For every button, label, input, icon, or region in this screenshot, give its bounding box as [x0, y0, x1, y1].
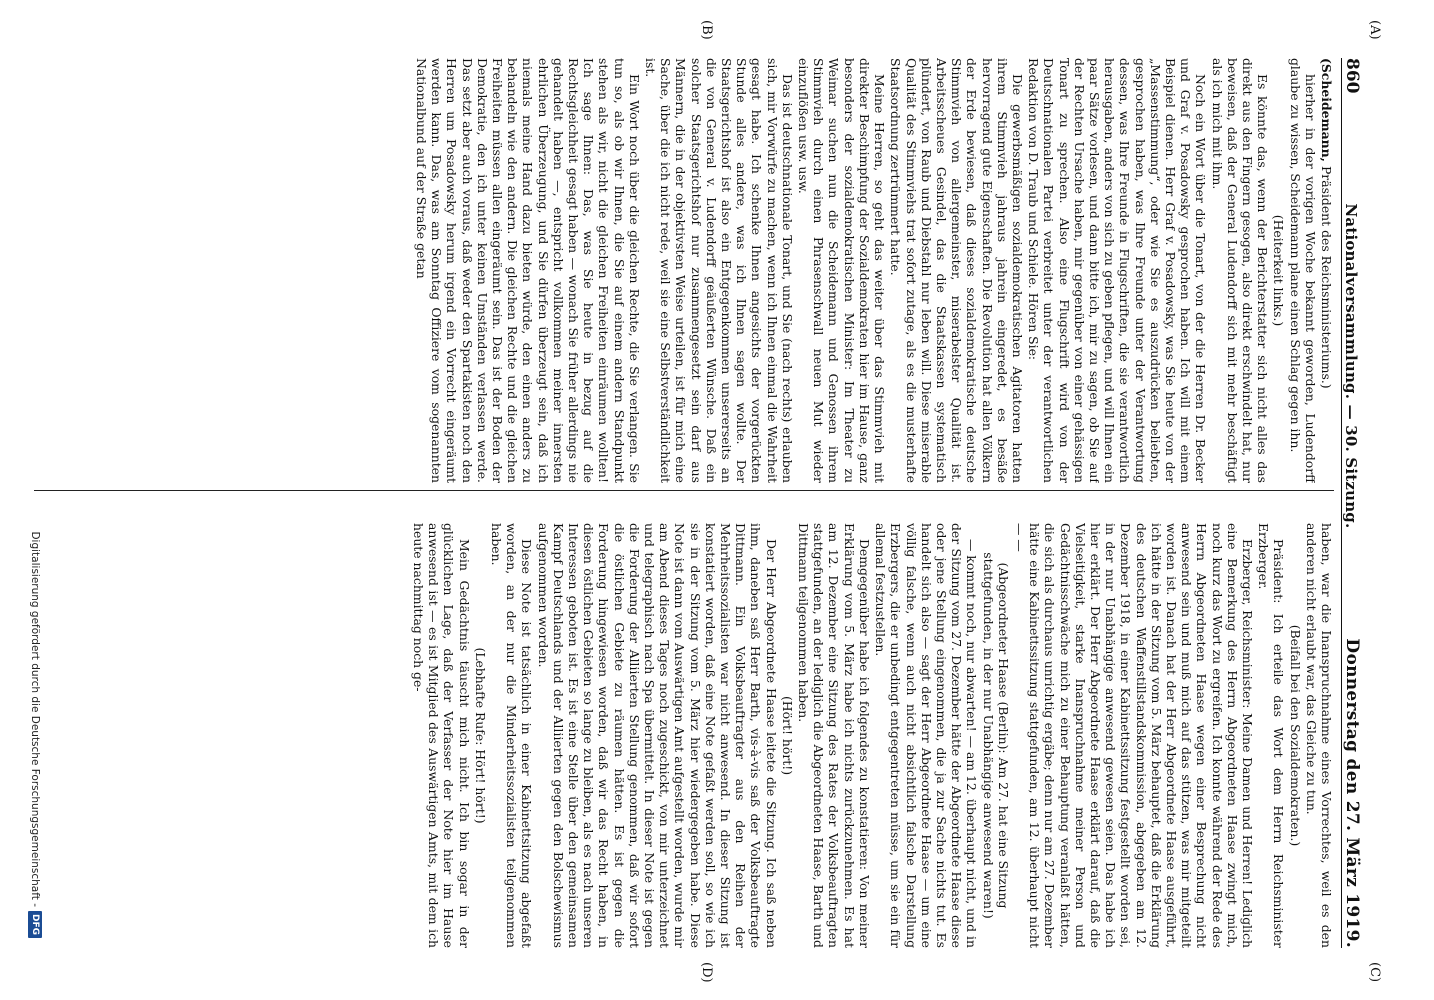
- paragraph: haben, war die Inanspruchnahme eines Vorrechtes, weil es den anderen nicht erlaubt war, das Gleiche zu tun.: [1303, 523, 1334, 948]
- paragraph: Diese Note ist tatsächlich in einer Kabinettsitzung abgefaßt worden, an der nur die Minderheitssozialisten teilgenommen haben.: [489, 523, 535, 948]
- interjection: (Beifall bei den Sozialdemokraten.): [1287, 624, 1303, 847]
- quotation: Die gewerbsmäßigen sozialdemokratischen Agitatoren hatten ihrem Stimmvieh jahraus jahrein eingeredet, es besäße hervorragend gute Eigenschaften. Die Revolution hat allen Völkern der Erde bewiesen, daß dieses sozialdemokratische deutsche Stimmvieh von allergemeinster, miserabelster Qualität ist. Arbeitsscheues Gesindel, das die Staatskassen systematisch plündert, von Raub und Diebstahl nur leben will. Diese miserable Qualität des Stimmviehs trat sofort zutage, als es die musterhafte Staatsordnung zertrümmert hatte.: [888, 58, 1025, 483]
- margin-mark-b: (B): [699, 20, 714, 40]
- paragraph: Das ist deutschnationale Tonart, und Sie (nach rechts) erlauben sich, mir Vorwürfe zu machen, wenn ich Ihnen einmal die Wahrheit gesagt habe. Ich schenke Ihnen angesichts der vorgerückten Stunde alles andere, was ich Ihnen sagen wollte. Der Staatsgerichtshof ist also ein Entgegenkommen unsererseits an die von General v. Ludendorff geäußerten Wünsche. Daß ein solcher Staatsgerichtshof nur zusammengesetzt sein darf aus Männern, die in der objektivsten Weise urteilen, ist für mich eine Sache, über die ich nicht rede, weil sie eine Selbstverständlichkeit ist.: [643, 58, 795, 483]
- speaker-role: Präsident des Reichsministeriums.): [1319, 165, 1334, 389]
- paragraph: Ein Wort noch über die gleichen Rechte, die Sie verlangen. Sie tun so, als ob wir Ihnen, die Sie auf einem andern Standpunkt stehen als wir, nicht die gleichen Freiheiten einräumen wollten! Ich sage Ihnen: Das, was Sie heute in bezug auf die Rechtsgleichheit gesagt haben — wonach Sie früher allerdings nie gehandelt haben —, entspricht vollkommen meiner innersten ehrlichen Überzeugung, und Sie dürfen überzeugt sein, daß ich niemals meine Hand dazu bieten würde, den einen anders zu behandeln wie den andern. Die gleichen Rechte und die gleichen Freiheiten müssen allen eingeräumt sein. Das ist der Boden der Demokratie, den ich unter keinen Umständen verlassen werde. Das setzt aber auch voraus, daß weder den Spartakisten noch den Herren um Posadowsky herum irgend ein Vorrecht eingeräumt werden kann. Das, was am Sonntag Offiziere vom sogenannten Nationalbund auf der Straße getan: [414, 58, 642, 483]
- paragraph: Es könnte das, wenn der Berichterstatter sich nicht alles das direkt aus den Fingern gesogen, also direkt erschwindelt hat, nur beweisen, daß der General Ludendorff sich mit mehr beschäftigt als ich mich mit ihm.: [1209, 58, 1271, 483]
- margin-mark-a: (A): [1367, 20, 1382, 40]
- margin-mark-d: (D): [699, 962, 714, 983]
- paragraph: Meine Herren, so geht das weiter über das Stimmvieh mit direkter Beschimpfung der Sozialdemokraten hier im Hause, ganz besonders der sozialdemokratischen Minister: Im Theater zu Weimar suchen nun die Scheidemann und Genossen ihrem Stimmvieh durch einen Phrasenschwall neuen Mut wieder einzuflößen usw. usw.: [796, 58, 888, 483]
- erzberger-speech: Erzberger, Reichsminister: Meine Damen und Herren! Lediglich eine Bemerkung des Herrn Abgeordneten Haase zwingt mich, noch kurz das Wort zu ergreifen. Ich konnte während der Rede des Herrn Abgeordneten Haase wegen einer Besprechung nicht anwesend sein und muß mich auf das stützen, was mir mitgeteilt worden ist. Danach hat der Herr Abgeordnete Haase ausgeführt, ich hätte in der Sitzung vom 5. März behauptet, daß die Erklärung des deutschen Waffenstillstandskommission, abgegeben am 12. Dezember 1918, in einer Kabinettssitzung festgestellt worden sei, in der nur Unabhängige anwesend gewesen seien. Das habe ich hier erklärt. Der Herr Abgeordnete Haase erklärt darauf, daß die Vielseitigkeit, starke Inanspruchnahme meiner Person und Gedächtnisschwäche mich zu einer Behauptung veranlaßt hätten, die sich als durchaus unrichtig ergäbe; denn nur am 27. Dezember hätte eine Kabinettssitzung stattgefunden, am 12. überhaupt nicht — —: [1011, 523, 1255, 948]
- interjection: (Lebhafte Rufe: Hört! hört!): [472, 647, 488, 824]
- left-column: [24, 58, 1334, 483]
- header-title: Nationalversammlung. — 30. Sitzung.: [1342, 203, 1360, 529]
- paragraph: Der Herr Abgeordnete Haase leitete die Sitzung. Ich saß neben ihm, daneben saß Herr Barth, vis-à-vis saß der Volksbeauftragte Dittmann. Ein Volksbeauftragter aus den Reihen der Mehrheitssozialisten war nicht anwesend. In dieser Sitzung ist konstatiert worden, daß eine Note gefaßt werden soll, so wie ich sie in der Sitzung vom 5. März hier wiedergegeben habe. Diese Note ist dann vom Auswärtigen Amt aufgestellt worden, wurde mir am Abend dieses Tages noch zugeschickt, von mir unterzeichnet und telegraphisch nach Spa übermittelt. In dieser Note ist gegen die Forderung der Alliierten Stellung genommen, daß wir sofort die östlichen Gebiete zu räumen hätten. Es ist gegen die Forderung hingewiesen worden, daß wir das Recht haben, in diesen östlichen Gebieten so lange zu bleiben, als es nach unseren Interessen geboten ist. Es ist eine Stelle über den gemeinsamen Kampf Deutschlands und der Alliierten gegen den Bolschewismus aufgenommen worden.: [535, 523, 779, 948]
- interjection: (Abgeordneter Haase (Berlin): Am 27. hat eine Sitzung stattgefunden, in der nur Unabhängige anwesend waren!): [980, 552, 1011, 919]
- digitization-credit: [18, 0, 52, 1000]
- speaker-line: [1319, 58, 1334, 483]
- page-header: [1341, 58, 1376, 948]
- paragraph: Noch ein Wort über die Tonart, von der die Herren Dr. Becker und Graf v. Posadowsky gesprochen haben. Ich will mit einem Beispiel dienen. Herr Graf v. Posadowsky, was Sie heute von der „Massenstimmung“, oder wie Sie es auszudrücken beliebten, gesprochen haben, was Ihre Freunde unter der Verantwortung dessen, was Ihre Freunde in Flugschriften, die sie verantwortlich herausgaben, anders von sich zu geben pflegen, und will Ihnen ein paar Sätze vorlesen, und dann bitte ich, mir zu sagen, ob Sie auf der Rechten Ursache haben, mir gegenüber von einer gehässigen Tonart zu sprechen. Also eine Flugschrift wird von der Deutschnationalen Partei verbreitet unter der verantwortlichen Redaktion von D. Traub und Schiele. Hören Sie:: [1026, 58, 1209, 483]
- speaker-name: (Scheidemann,: [1319, 58, 1334, 162]
- interjection: (Heiterkeit links.): [1271, 214, 1287, 327]
- dfg-logo: DFG: [28, 911, 42, 938]
- page-number: 860: [1342, 58, 1362, 94]
- margin-mark-c: (C): [1367, 962, 1382, 983]
- column-divider: [34, 490, 1334, 491]
- paragraph: hierher in der vorigen Woche bekannt geworden, Ludendorff glaube zu wissen, Scheidemann plane einen Schlag gegen ihn.: [1287, 58, 1318, 483]
- right-column: [24, 523, 1334, 948]
- paragraph: Demgegenüber habe ich folgendes zu konstatieren: Von meiner Erklärung vom 5. März habe ich nichts zurückzunehmen. Es hat am 12. Dezember eine Sitzung des Rates der Volksbeauftragten stattgefunden, an der lediglich die Abgeordneten Haase, Barth und Dittmann teilgenommen haben.: [796, 523, 872, 948]
- paragraph: Mein Gedächtnis täuscht mich nicht. Ich bin sogar in der glücklichen Lage, daß der Verfasser der Note hier im Hause anwesend ist — es ist Mitglied des Auswärtigen Amts, mit dem ich heute nachmittag noch ge-: [411, 523, 472, 948]
- header-date: Donnerstag den 27. März 1919.: [1342, 638, 1362, 948]
- president-statement: Präsident: Ich erteile das Wort dem Herrn Reichsminister Erzberger.: [1256, 523, 1287, 948]
- digitization-text: Digitalisierung gefördert durch die Deutsche Forschungsgemeinschaft -: [29, 531, 41, 907]
- interjection: (Hört! hört!): [779, 695, 795, 776]
- paragraph: — kommt noch, nur abwarten! — am 12. überhaupt nicht, und in der Sitzung vom 27. Dezember hätte der Abgeordnete Haase diese oder jene Stellung eingenommen, die ja zur Sache nichts tut. Es handelt sich also — sagt der Herr Abgeordnete Haase — um eine völlig falsche, wenn auch nicht absichtlich falsche Darstellung Erzbergers, die er unbedingt entgegentreten müsse, um sie ein für allemal festzustellen.: [873, 523, 980, 948]
